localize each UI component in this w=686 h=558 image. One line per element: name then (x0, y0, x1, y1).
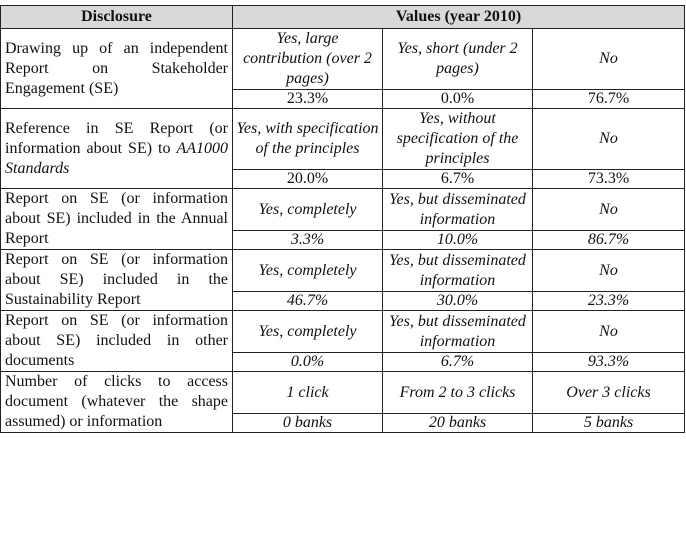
value-cell: 10.0% (383, 231, 533, 250)
disclosure-standard: AA1000 Standards (5, 139, 229, 177)
option-cell: Over 3 clicks (533, 372, 685, 414)
disclosure-cell: Report on SE (or information about SE) included in the Annual Report (1, 189, 233, 250)
value-cell: 20 banks (383, 414, 533, 433)
disclosure-cell: Number of clicks to access document (whatever the shape assumed) or information (1, 372, 233, 433)
option-cell: Yes, without specification of the principles (383, 109, 533, 170)
table-row (1, 311, 685, 353)
table-row (1, 109, 685, 170)
value-cell: 73.3% (533, 170, 685, 189)
value-cell: 6.7% (383, 353, 533, 372)
header-row (1, 6, 685, 29)
option-cell: Yes, completely (233, 311, 383, 353)
option-cell: Yes, large contribution (over 2 pages) (233, 29, 383, 90)
option-cell: No (533, 189, 685, 231)
value-cell: 23.3% (233, 90, 383, 109)
value-cell: 0.0% (233, 353, 383, 372)
option-cell: No (533, 29, 685, 90)
value-cell: 0.0% (383, 90, 533, 109)
value-cell: 5 banks (533, 414, 685, 433)
option-cell: No (533, 311, 685, 353)
disclosure-cell: Report on SE (or information about SE) included in the Sustainability Report (1, 250, 233, 311)
value-cell: 3.3% (233, 231, 383, 250)
option-cell: Yes, short (under 2 pages) (383, 29, 533, 90)
header-values: Values (year 2010) (233, 6, 685, 29)
value-cell: 23.3% (533, 292, 685, 311)
option-cell: Yes, completely (233, 189, 383, 231)
value-cell: 46.7% (233, 292, 383, 311)
option-cell: No (533, 109, 685, 170)
option-cell: Yes, but disseminated information (383, 189, 533, 231)
value-cell: 93.3% (533, 353, 685, 372)
disclosure-table (0, 5, 685, 433)
value-cell: 20.0% (233, 170, 383, 189)
value-cell: 30.0% (383, 292, 533, 311)
value-cell: 76.7% (533, 90, 685, 109)
table-row (1, 29, 685, 90)
value-cell: 6.7% (383, 170, 533, 189)
table-row (1, 189, 685, 231)
option-cell: No (533, 250, 685, 292)
table-row (1, 372, 685, 414)
option-cell: Yes, but disseminated information (383, 311, 533, 353)
option-cell: Yes, completely (233, 250, 383, 292)
disclosure-cell: Report on SE (or information about SE) included in other documents (1, 311, 233, 372)
disclosure-cell: Drawing up of an independent Report on Stakeholder Engagement (SE) (1, 29, 233, 109)
option-cell: Yes, with specification of the principles (233, 109, 383, 170)
option-cell: 1 click (233, 372, 383, 414)
header-disclosure: Disclosure (1, 6, 233, 29)
disclosure-text: Reference in SE Report (or information about SE) to (5, 119, 228, 157)
disclosure-cell (1, 109, 233, 189)
value-cell: 0 banks (233, 414, 383, 433)
option-cell: From 2 to 3 clicks (383, 372, 533, 414)
table-row (1, 250, 685, 292)
option-cell: Yes, but disseminated information (383, 250, 533, 292)
value-cell: 86.7% (533, 231, 685, 250)
